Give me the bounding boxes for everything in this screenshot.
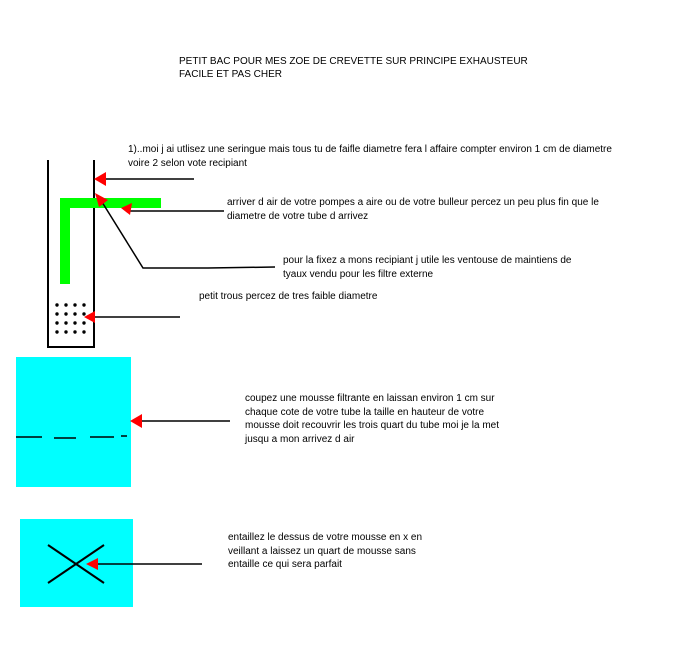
- note-foam: [245, 392, 499, 446]
- note-syringe: [128, 143, 612, 170]
- note-holes: [199, 290, 377, 304]
- arrow-foam: [130, 414, 230, 428]
- note-line: diametre de votre tube d arrivez: [227, 210, 369, 222]
- arrow-tube-top: [94, 172, 194, 186]
- arrow-holes: [84, 311, 180, 323]
- note-line: petit trous percez de tres faible diametre: [199, 291, 378, 302]
- note-line: veillant a laissez un quart de mousse sans: [228, 545, 416, 557]
- note-line: chaque cote de votre tube la taille en hauteur de votre: [245, 406, 485, 418]
- foam-block-top: [20, 519, 133, 607]
- note-line: coupez une mousse filtrante en laissan environ 1 cm sur: [245, 393, 495, 404]
- note-line: entaille ce qui sera parfait: [228, 559, 342, 570]
- note-x-cut: [228, 531, 422, 572]
- small-holes: [55, 303, 85, 333]
- foam-block-side: [16, 357, 131, 487]
- note-line: pour la fixez a mons recipiant j utile les ventouse de maintiens de: [283, 255, 572, 266]
- note-line: voire 2 selon vote recipiant: [128, 157, 247, 169]
- note-line: mousse doit recouvrir les trois quart du tube moi je la met: [245, 420, 499, 431]
- note-line: arriver d air de votre pompes a aire ou de votre bulleur percez un peu plus fin que le: [227, 197, 599, 208]
- note-line: jusqu a mon arrivez d air: [245, 433, 355, 445]
- note-line: tyaux vendu pour les filtre externe: [283, 268, 434, 280]
- note-line: entaillez le dessus de votre mousse en x en: [228, 532, 422, 543]
- note-suction-cup: [283, 254, 572, 281]
- diagram-title: [179, 55, 528, 81]
- note-air-inlet: [227, 196, 599, 223]
- title-line: FACILE ET PAS CHER: [179, 69, 282, 80]
- note-line: 1)..moi j ai utlisez une seringue mais tous tu de faifle diametre fera l affaire compter environ 1 cm de diametre: [128, 144, 612, 155]
- title-line: PETIT BAC POUR MES ZOE DE CREVETTE SUR PRINCIPE EXHAUSTEUR: [179, 56, 528, 67]
